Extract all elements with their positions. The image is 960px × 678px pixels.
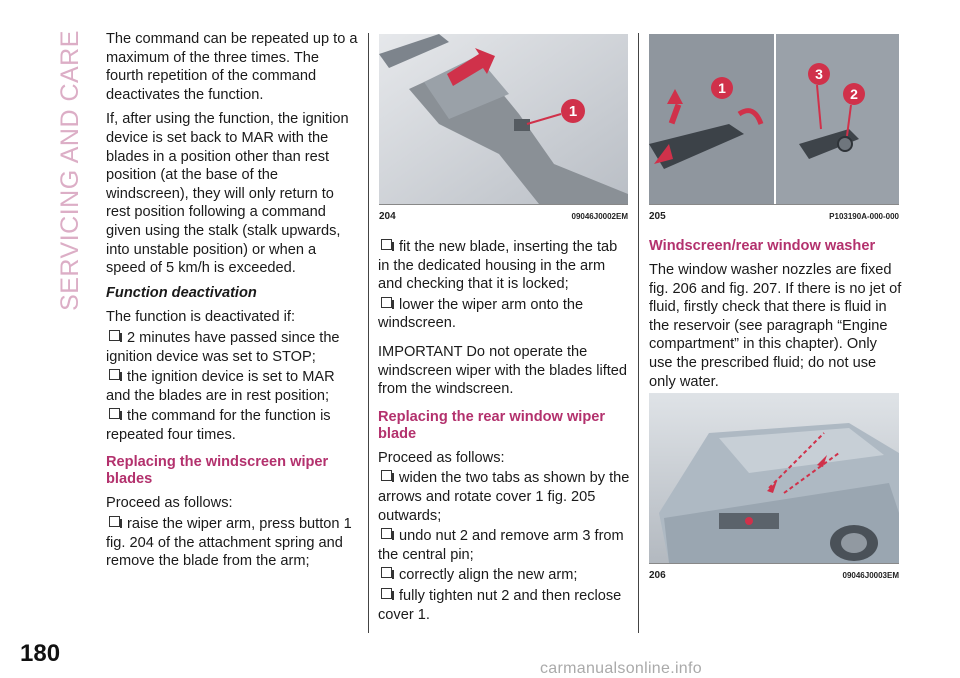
- watermark: carmanualsonline.info: [540, 660, 702, 677]
- section-title: SERVICING AND CARE: [55, 29, 84, 311]
- figure-number: 204: [379, 211, 396, 222]
- figure-code: 09046J0003EM: [842, 571, 899, 580]
- checkbox-bullet-icon: [109, 516, 120, 527]
- paragraph: Proceed as follows:: [378, 449, 505, 466]
- paragraph: Proceed as follows:: [106, 495, 233, 512]
- column-divider-right: [638, 33, 639, 633]
- figure-number: 206: [649, 570, 666, 581]
- paragraph: If, after using the function, the ignition device is set back to MAR with the blades in a position other than rest position (at the base of the windscreen), they will only return to rest position following a command given using the stalk (stalk upwards, into unstable position) or when a speed of 5 km/h is exceeded.: [106, 111, 349, 277]
- checkbox-bullet-icon: [109, 408, 120, 419]
- important-note: IMPORTANT Do not operate the windscreen wiper with the blades lifted from the windscreen.: [378, 343, 628, 398]
- figure-code: P103190A-000-000: [829, 212, 899, 221]
- list-item: 2 minutes have passed since the ignition device was set to STOP;: [106, 329, 340, 365]
- figure-205: [649, 34, 899, 205]
- subheading-function-deactivation: Function deactivation: [106, 284, 257, 301]
- list-item: the command for the function is repeated four times.: [106, 408, 331, 443]
- checkbox-bullet-icon: [381, 528, 392, 539]
- heading-replacing-rear-blade: Replacing the rear window wiper blade: [378, 408, 606, 442]
- callout-1: 1: [568, 103, 578, 120]
- checkbox-bullet-icon: [381, 297, 392, 308]
- list-item: correctly align the new arm;: [378, 566, 630, 585]
- callout-1: 1: [718, 80, 726, 96]
- figure-204: [379, 34, 628, 205]
- figure-caption: [649, 211, 899, 222]
- heading-replacing-windscreen-blades: Replacing the windscreen wiper blades: [106, 454, 329, 488]
- list-item: lower the wiper arm onto the windscreen.: [378, 296, 584, 332]
- checkbox-bullet-icon: [381, 239, 392, 250]
- checkbox-bullet-icon: [381, 588, 392, 599]
- heading-window-washer: Windscreen/rear window washer: [649, 238, 876, 254]
- checkbox-bullet-icon: [381, 470, 392, 481]
- column-3: [649, 238, 904, 397]
- figure-code: 09046J0002EM: [571, 212, 628, 221]
- list-item: undo nut 2 and remove arm 3 from the central pin;: [378, 528, 624, 563]
- paragraph: The function is deactivated if:: [106, 309, 296, 326]
- figure-206: [649, 393, 899, 564]
- figure-caption: [649, 570, 899, 581]
- page-number: 180: [20, 640, 61, 667]
- column-divider-left: [368, 33, 369, 633]
- paragraph: The window washer nozzles are fixed fig. 206 and fig. 207. If there is no jet of fluid, firstly check that there is fluid in the reservoir (see paragraph “Engine compartment” in this chapter). Only use the prescribed fluid; do not use only water.: [649, 262, 902, 390]
- list-item: fit the new blade, inserting the tab in the dedicated housing in the arm and checking that it is locked;: [378, 239, 618, 293]
- checkbox-bullet-icon: [109, 369, 120, 380]
- column-1: [106, 30, 358, 573]
- list-item: fully tighten nut 2 and then reclose cover 1.: [378, 587, 622, 623]
- figure-number: 205: [649, 211, 666, 222]
- list-item: widen the two tabs as shown by the arrows and rotate cover 1 fig. 205 outwards;: [378, 470, 630, 524]
- callout-2: 2: [850, 86, 858, 102]
- checkbox-bullet-icon: [381, 567, 392, 578]
- checkbox-bullet-icon: [109, 330, 120, 341]
- list-item: the ignition device is set to MAR and the blades are in rest position;: [106, 369, 335, 404]
- callout-3: 3: [815, 66, 823, 82]
- figure-caption: [379, 211, 628, 222]
- list-item: raise the wiper arm, press button 1 fig. 204 of the attachment spring and remove the blade from the arm;: [106, 516, 352, 570]
- column-2: [378, 238, 630, 626]
- paragraph: The command can be repeated up to a maximum of the three times. The fourth repetition of the command deactivates the function.: [106, 31, 358, 103]
